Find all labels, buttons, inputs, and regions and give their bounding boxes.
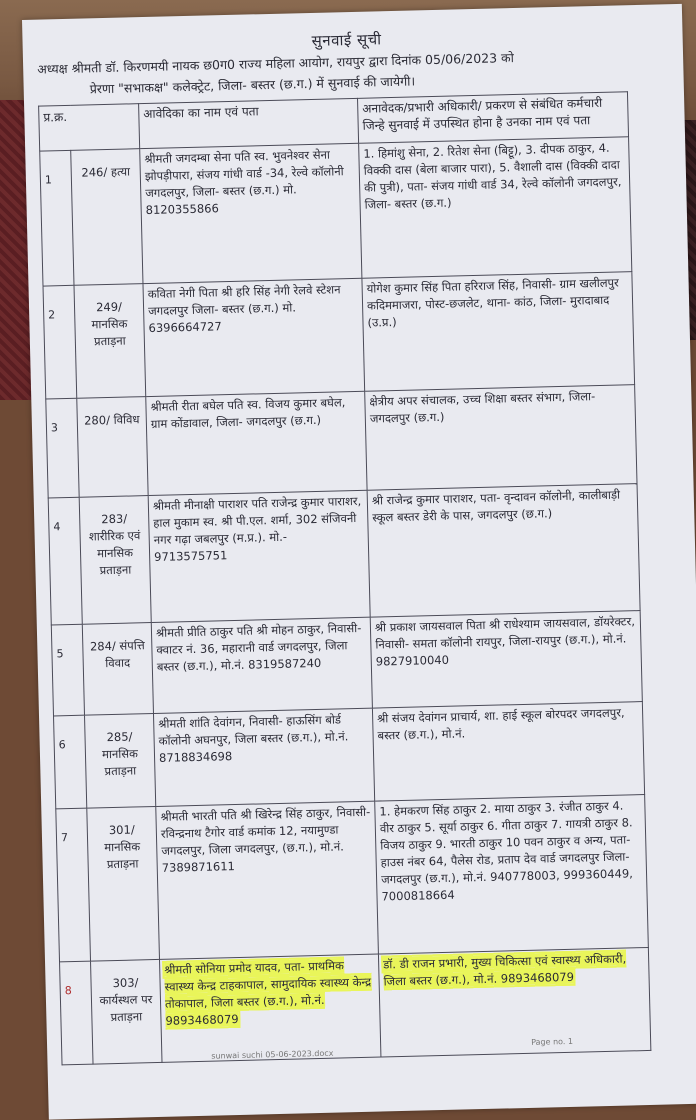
row-respondent: योगेश कुमार सिंह पिता हरिराज सिंह, निवासी- ग्राम खलीलपुर कदिममाजरा, पोस्ट-छजलेट, थाना- कांठ, जिला- मुरादाबाद (उ.प्र.) <box>362 272 635 392</box>
row-serial: 7 <box>56 808 91 962</box>
row-respondent <box>378 947 650 1057</box>
row-serial: 6 <box>54 715 87 809</box>
row-applicant <box>159 954 380 1062</box>
row-respondent: 1. हेमकरण सिंह ठाकुर 2. माया ठाकुर 3. रंजीत ठाकुर 4. वीर ठाकुर 5. सूर्या ठाकुर 6. गीता ठाकुर 7. गायत्री ठाकुर 8. विजय ठाकुर 9. भारती ठाकुर 10 पवन ठाकुर व अन्य, पता-हाउस नंबर 64, पैलेस रोड, प्रताप देव वार्ड जगदलपुर जिला-जगदलपुर (छ.ग.), मो.नं. 940778003, 999360449, 7000818664 <box>375 795 649 955</box>
row-applicant: श्रीमती भारती पति श्री खिरेन्द्र सिंह ठाकुर, निवासी- रविन्द्रनाथ टैगोर वार्ड कमांक 12, नयामुण्डा जगदलपुर, जिला जगदलपुर, (छ.ग.), मो.नं. 7389871611 <box>156 801 379 959</box>
table-row <box>51 611 642 716</box>
row-case: 285/ मानसिक प्रताड़ना <box>85 713 156 808</box>
table-row <box>43 272 635 399</box>
document-sheet <box>22 4 696 1120</box>
table-row <box>48 484 640 625</box>
row-case: 249/ मानसिक प्रताड़ना <box>74 284 146 399</box>
footer-filename: sunwai suchi 05-06-2023.docx <box>211 1048 334 1061</box>
table-row <box>40 137 632 286</box>
col-header-respondent: अनावेदक/प्रभारी अधिकारी/ प्रकरण से संबंधित कर्मचारी जिन्हे सुनवाई में उपस्थित होना है उनका नाम एवं पता <box>358 92 629 144</box>
footer-page-number: Page no. 1 <box>531 1036 574 1047</box>
highlighted-respondent: डॉ. डी राजन प्रभारी, मुख्य चिकित्सा एवं स्वास्थ्य अधिकारी, जिला बस्तर (छ.ग.), मो.नं. 9893468079 <box>383 951 627 989</box>
header-line-2: प्रेरणा "सभाकक्ष" कलेक्ट्रेट, जिला- बस्तर (छ.ग.) में सुनवाई की जायेगी। <box>89 73 416 97</box>
header-line-1: अध्यक्ष श्रीमती डॉ. किरणमयी नायक छ0ग0 राज्य महिला आयोग, रायपुर द्वारा दिनांक 05/06/2023 को <box>37 49 515 77</box>
row-applicant: श्रीमती प्रीति ठाकुर पति श्री मोहन ठाकुर, निवासी- क्वाटर नं. 36, महारानी वार्ड जगदलपुर, जिला बस्तर (छ.ग.), मो.नं. 8319587240 <box>151 617 372 713</box>
row-respondent: क्षेत्रीय अपर संचालक, उच्च शिक्षा बस्तर संभाग, जिला-जगदलपुर (छ.ग.) <box>365 385 637 491</box>
highlighted-applicant: श्रीमती सोनिया प्रमोद यादव, पता- प्राथमिक स्वास्थ्य केन्द्र टाहकापाल, सामुदायिक स्वास्थ्य केन्द्र तोकापाल, जिला बस्तर (छ.ग.), मो.नं. 9893468079 <box>164 958 372 1028</box>
row-serial: 1 <box>40 150 74 286</box>
row-serial: 4 <box>48 497 82 625</box>
row-serial: 3 <box>46 398 79 498</box>
row-case: 280/ विविध <box>77 397 148 498</box>
table-row <box>46 385 637 498</box>
row-applicant: श्रीमती जगदम्बा सेना पति स्व. भुवनेश्वर सेना झोपड़ीपारा, संजय गांधी वार्ड -34, रेल्वे कॉलोनी जगदलपुर, जिला- बस्तर (छ.ग.) मो. 8120355866 <box>140 143 362 283</box>
row-applicant: कविता नेगी पिता श्री हरि सिंह नेगी रेलवे स्टेशन जगदलपुर जिला- बस्तर (छ.ग.) मो. 6396664727 <box>143 278 365 396</box>
row-case: 303/ कार्यस्थल पर प्रताड़ना <box>91 959 162 1064</box>
row-respondent: 1. हिमांशु सेना, 2. रितेश सेना (बिट्टू), 3. दीपक ठाकुर, 4. विक्की दास (बेला बाजार पारा), 5. वैशाली दास (विक्की दादा की पुत्री), पता- संजय गांधी वार्ड 34, रेल्वे कॉलोनी जगदलपुर, जिला- बस्तर (छ.ग.) <box>359 137 632 279</box>
row-case: 246/ हत्या <box>71 149 143 286</box>
row-applicant: श्रीमती शांति देवांगन, निवासी- हाऊसिंग बोर्ड कॉलोनी अघनपुर, जिला बस्तर (छ.ग.), मो.नं. 8718834698 <box>153 708 374 806</box>
col-header-serial: प्र.क्र. <box>39 104 140 151</box>
document-title: सुनवाई सूची <box>311 30 382 50</box>
row-case: 283/ शारीरिक एवं मानसिक प्रताड़ना <box>79 496 151 625</box>
row-respondent: श्री राजेन्द्र कुमार पाराशर, पता- वृन्दावन कॉलोनी, कालीबाड़ी स्कूल बस्तर डेरी के पास, जगदलपुर (छ.ग.) <box>367 484 640 618</box>
row-applicant: श्रीमती मीनाक्षी पाराशर पति राजेन्द्र कुमार पाराशर, हाल मुकाम स्व. श्री पी.एल. शर्मा, 302 संजिवनी नगर गढ़ा जबलपुर (म.प्र.). मो.- 9713575751 <box>148 490 370 622</box>
hearing-list-table <box>38 91 651 1065</box>
document-content <box>36 22 695 1065</box>
table-row <box>56 795 649 962</box>
table-row <box>54 702 645 809</box>
row-serial: 2 <box>43 285 77 399</box>
row-case: 284/ संपत्ति विवाद <box>82 623 153 716</box>
table-row-highlighted <box>60 947 651 1064</box>
row-case: 301/ मानसिक प्रताड़ना <box>87 806 160 961</box>
col-header-applicant: आवेदिका का नाम एवं पता <box>139 98 359 148</box>
row-applicant: श्रीमती रीता बघेल पति स्व. विजय कुमार बघेल, ग्राम कोंडावाल, जिला- जगदलपुर (छ.ग.) <box>146 391 367 495</box>
row-serial: 8 <box>60 961 94 1065</box>
row-serial: 5 <box>51 624 84 716</box>
row-respondent: श्री प्रकाश जायसवाल पिता श्री राधेश्याम जायसवाल, डॉयरेक्टर, निवासी- समता कॉलोनी रायपुर, जिला-रायपुर (छ.ग.), मो.नं. 9827910040 <box>370 611 642 709</box>
row-respondent: श्री संजय देवांगन प्राचार्य, शा. हाई स्कूल बोरपदर जगदलपुर, बस्तर (छ.ग.), मो.नं. <box>372 702 644 802</box>
